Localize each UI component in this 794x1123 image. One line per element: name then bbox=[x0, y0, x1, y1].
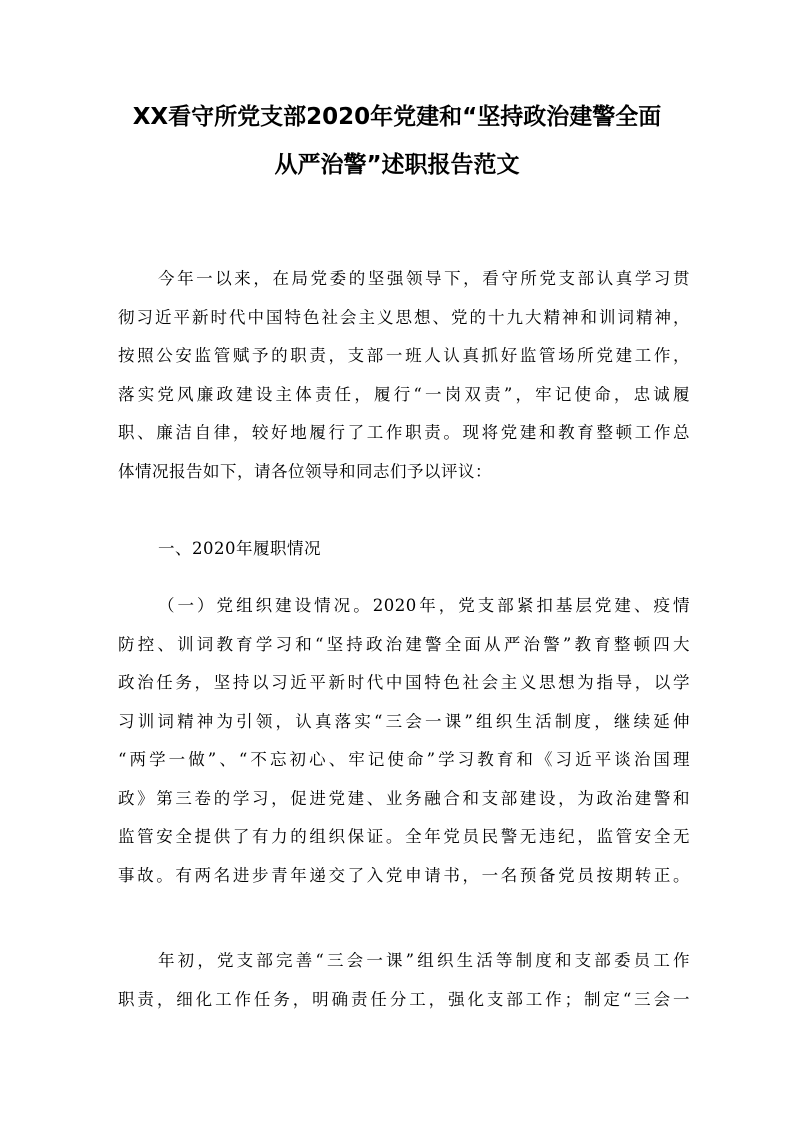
section-heading-text: 一、2020年履职情况 bbox=[158, 539, 321, 558]
paragraph-line: 防控、训词教育学习和“坚持政治建警全面从严治警”教育整顿四大 bbox=[118, 634, 690, 654]
paragraph-line: 职、廉洁自律，较好地履行了工作职责。现将党建和教育整顿工作总 bbox=[118, 423, 690, 442]
title-line-2: 从严治警”述职报告范文 bbox=[274, 152, 520, 178]
section-heading bbox=[118, 530, 690, 569]
paragraph-line: 今年一以来，在局党委的坚强领导下，看守所党支部认真学习贯 bbox=[158, 269, 690, 288]
paragraph-line: 事故。有两名进步青年递交了入党申请书，一名预备党员按期转正。 bbox=[118, 865, 690, 885]
paragraph-line: 年初，党支部完善“三会一课”组织生活等制度和支部委员工作 bbox=[158, 951, 690, 970]
paragraph-line: 按照公安监管赋予的职责，支部一班人认真抓好监管场所党建工作， bbox=[118, 346, 690, 365]
paragraph-line: 政》第三卷的学习，促进党建、业务融合和支部建设，为政治建警和 bbox=[118, 788, 690, 808]
paragraph-line: 彻习近平新时代中国特色社会主义思想、党的十九大精神和训词精神， bbox=[118, 307, 690, 327]
paragraph-org-building bbox=[118, 587, 690, 895]
paragraph-line: 职责，细化工作任务，明确责任分工，强化支部工作；制定“三会一 bbox=[118, 989, 690, 1009]
paragraph-line: 体情况报告如下，请各位领导和同志们予以评议： bbox=[118, 461, 492, 481]
paragraph-early-year bbox=[118, 942, 690, 1019]
paragraph-line: 政治任务，坚持以习近平新时代中国特色社会主义思想为指导，以学 bbox=[118, 673, 690, 692]
paragraph-line: （一）党组织建设情况。2020年，党支部紧扣基层党建、疫情 bbox=[158, 596, 690, 615]
paragraph-line: 监管安全提供了有力的组织保证。全年党员民警无违纪，监管安全无 bbox=[118, 827, 690, 846]
paragraph-line: 习训词精神为引领，认真落实“三会一课”组织生活制度，继续延伸 bbox=[118, 711, 690, 731]
paragraph-line: 落实党风廉政建设主体责任，履行“一岗双责”，牢记使命，忠诚履 bbox=[118, 384, 690, 404]
document-title bbox=[112, 93, 682, 189]
paragraph-line: “两学一做”、“不忘初心、牢记使命”学习教育和《习近平谈治国理 bbox=[118, 750, 690, 769]
title-line-1: XX看守所党支部2020年党建和“坚持政治建警全面 bbox=[132, 104, 662, 130]
paragraph-intro bbox=[118, 260, 690, 491]
